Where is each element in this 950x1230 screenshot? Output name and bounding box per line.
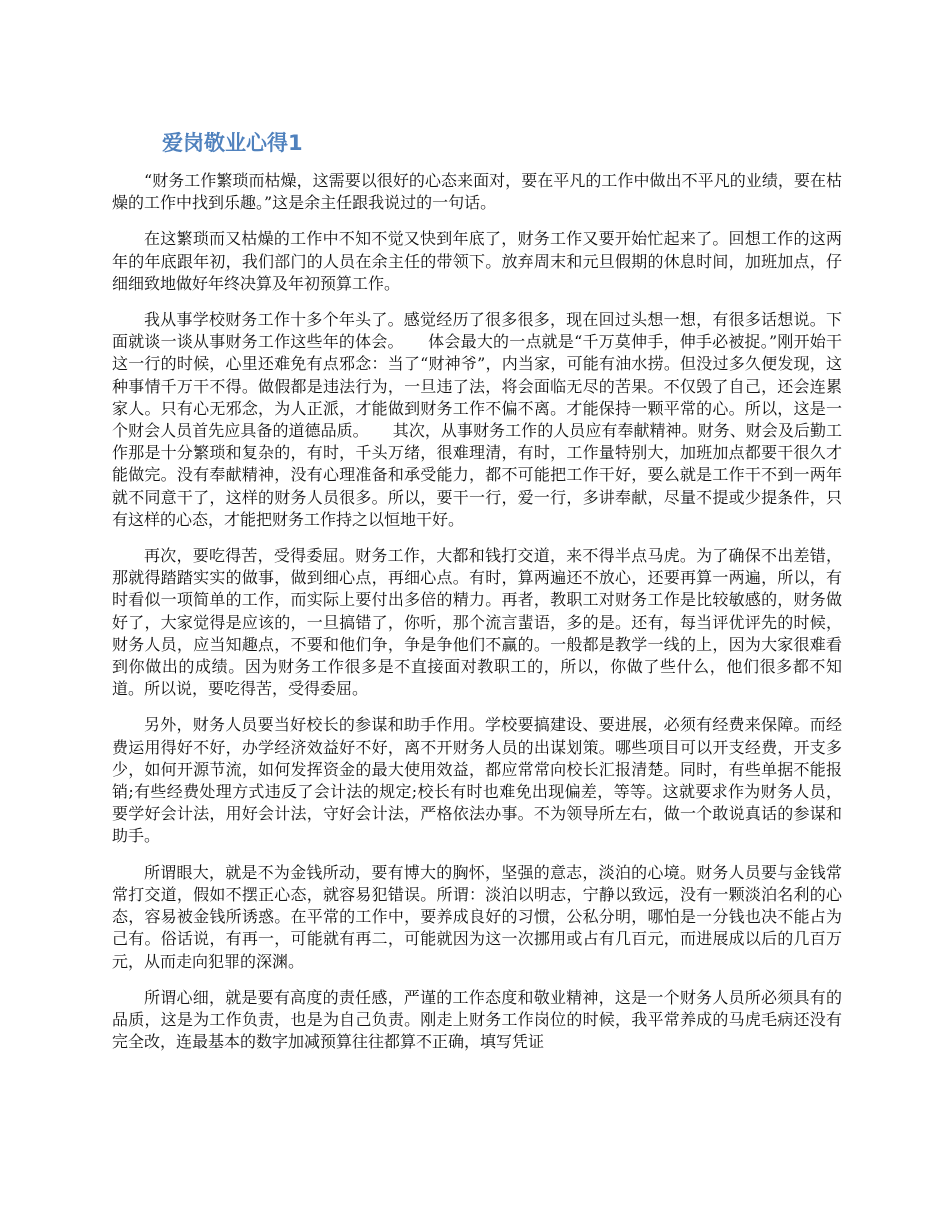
- paragraph: 在这繁琐而又枯燥的工作中不知不觉又快到年底了，财务工作又要开始忙起来了。回想工作的这两年的年底跟年初，我们部门的人员在余主任的带领下。放弃周末和元旦假期的休息时间，加班加点，仔细细致地做好年终决算及年初预算工作。: [112, 229, 842, 293]
- paragraph: 我从事学校财务工作十多个年头了。感觉经历了很多很多，现在回过头想一想，有很多话想说。下面就谈一谈从事财务工作这些年的体会。 体会最大的一点就是“千万莫伸手，伸手必被捉。”刚开始干这一行的时候，心里还难免有点邪念：当了“财神爷”，内当家，可能有油水捞。但没过多久便发现，这种事情千万干不得。做假都是违法行为，一旦违了法，将会面临无尽的苦果。不仅毁了自己，还会连累家人。只有心无邪念，为人正派，才能做到财务工作不偏不离。才能保持一颗平常的心。所以，这是一个财会人员首先应具备的道德品质。 其次，从事财务工作的人员应有奉献精神。财务、财会及后勤工作那是十分繁琐和复杂的，有时，千头万绪，很难理清，有时，工作量特别大，加班加点都要干很久才能做完。没有奉献精神，没有心理准备和承受能力，都不可能把工作干好，要么就是工作干不到一两年就不同意干了，这样的财务人员很多。所以，要干一行，爱一行，多讲奉献，尽量不提或少提条件，只有这样的心态，才能把财务工作持之以恒地干好。: [112, 310, 842, 529]
- document-body: [112, 170, 842, 1067]
- paragraph: 另外，财务人员要当好校长的参谋和助手作用。学校要搞建设、要进展，必须有经费来保障。而经费运用得好不好，办学经济效益好不好，离不开财务人员的出谋划策。哪些项目可以开支经费，开支多少，如何开源节流，如何发挥资金的最大使用效益，都应常常向校长汇报清楚。同时，有些单据不能报销;有些经费处理方式违反了会计法的规定;校长有时也难免出现偏差，等等。这就要求作为财务人员，要学好会计法，用好会计法，守好会计法，严格依法办事。不为领导所左右，做一个敢说真话的参谋和助手。: [112, 715, 842, 846]
- paragraph: 所谓眼大，就是不为金钱所动，要有博大的胸怀，坚强的意志，淡泊的心境。财务人员要与金钱常常打交道，假如不摆正心态，就容易犯错误。所谓：淡泊以明志，宁静以致远，没有一颗淡泊名利的心态，容易被金钱所诱惑。在平常的工作中，要养成良好的习惯，公私分明，哪怕是一分钱也决不能占为己有。俗话说，有再一，可能就有再二，可能就因为这一次挪用或占有几百元，而进展成以后的几百万元，从而走向犯罪的深渊。: [112, 862, 842, 971]
- paragraph: “财务工作繁琐而枯燥，这需要以很好的心态来面对，要在平凡的工作中做出不平凡的业绩，要在枯燥的工作中找到乐趣。”这是余主任跟我说过的一句话。: [112, 171, 842, 213]
- paragraph: 所谓心细，就是要有高度的责任感，严谨的工作态度和敬业精神，这是一个财务人员所必须具有的品质，这是为工作负责，也是为自己负责。刚走上财务工作岗位的时候，我平常养成的马虎毛病还没有完全改，连最基本的数字加减预算往往都算不正确，填写凭证: [112, 987, 842, 1052]
- paragraph: 再次，要吃得苦，受得委屈。财务工作，大都和钱打交道，来不得半点马虎。为了确保不出差错，那就得踏踏实实的做事，做到细心点，再细心点。有时，算两遍还不放心，还要再算一两遍，所以，有时看似一项简单的工作，而实际上要付出多倍的精力。再者，教职工对财务工作是比较敏感的，财务做好了，大家觉得是应该的，一旦搞错了，你听，那个流言蜚语，多的是。还有，每当评优评先的时候，财务人员，应当知趣点，不要和他们争，争是争他们不赢的。一般都是教学一线的上，因为大家很难看到你做出的成绩。因为财务工作很多是不直接面对教职工的，所以，你做了些什么，他们很多都不知道。所以说，要吃得苦，受得委屈。: [112, 546, 842, 699]
- document-title: 爱岗敬业心得1: [162, 131, 303, 155]
